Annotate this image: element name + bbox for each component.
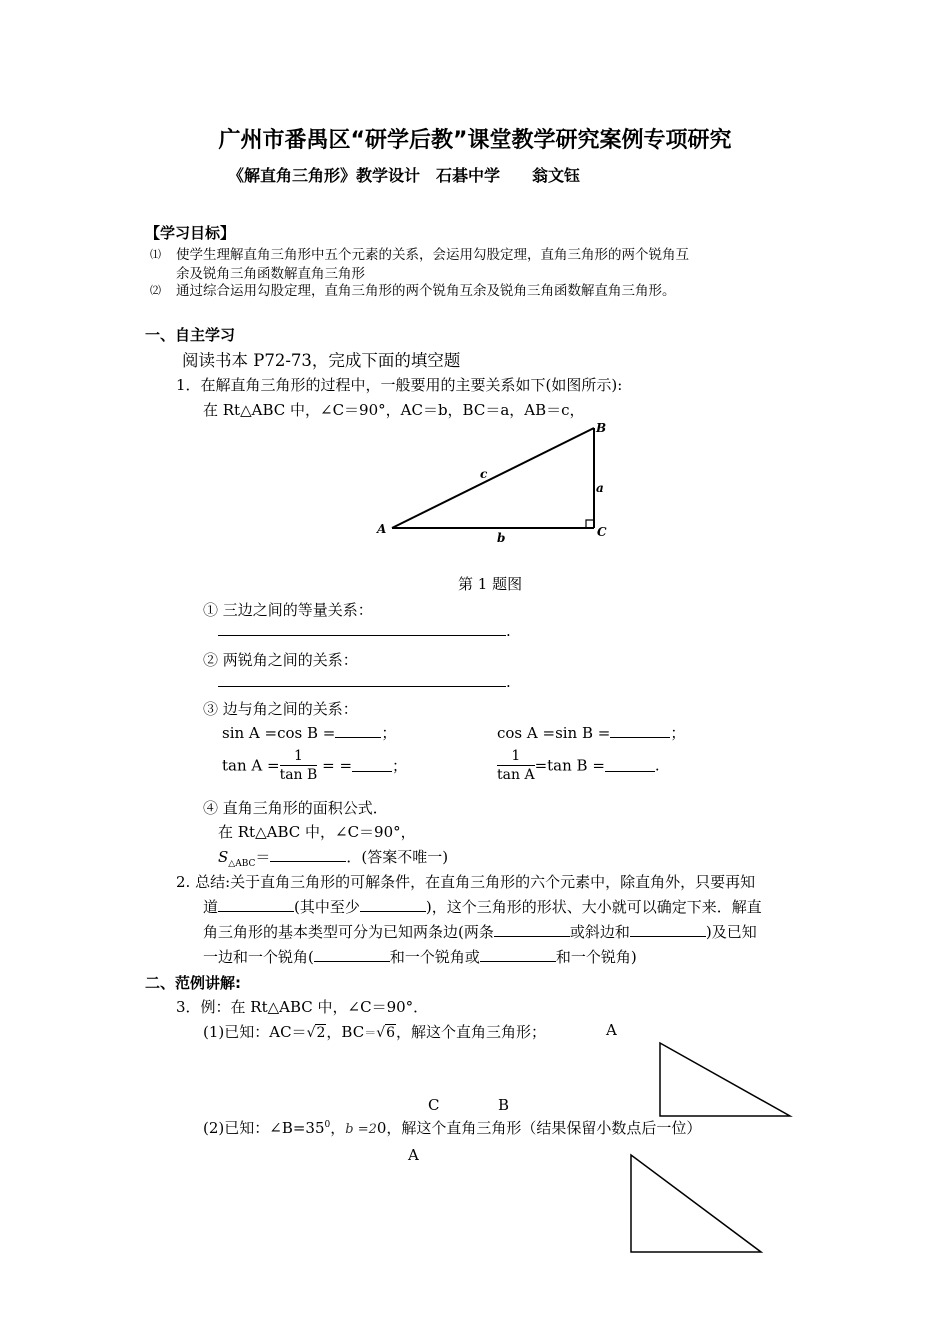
figure-1-caption: 第 1 题图 (458, 575, 523, 593)
area-equals: ＝ (255, 848, 271, 866)
q2-blank-2[interactable] (360, 899, 426, 912)
q2-line4-a: 一边和一个锐角( (203, 948, 314, 966)
q2-blank-1[interactable] (218, 899, 294, 912)
triangle-figure-2 (656, 1040, 796, 1120)
objective-1-number: ⑴ (150, 248, 161, 261)
fig1-vertex-a: A (606, 1021, 617, 1039)
q2-line2-b: (其中至少 (294, 898, 360, 916)
q2-line2-c: )，这个三角形的形状、大小就可以确定下来．解直 (425, 898, 762, 916)
tanA-blank[interactable] (352, 759, 392, 772)
p2-part-b: ， (330, 1119, 346, 1137)
p2-part-c: 0，解这个直角三角形（结果保留小数点后一位） (376, 1119, 702, 1137)
tanA-semicolon: ； (392, 757, 408, 775)
sqrt2-radicand: 2 (316, 1025, 326, 1041)
section2-heading: 二、范例讲解: (145, 974, 241, 992)
vertex-c-label: C (597, 525, 607, 539)
cosA-semicolon: ； (670, 724, 686, 742)
q2-number: 2. 总结: (176, 873, 231, 891)
relation-4-given: 在 Rt△ABC 中，∠C＝90°， (218, 823, 416, 841)
p1-equals: ＝ (364, 1026, 377, 1040)
relation-1-label: ① 三边之间的等量关系： (203, 601, 373, 619)
objective-1-line1: 使学生理解直角三角形中五个元素的关系，会运用勾股定理，直角三角形的两个锐角互 (176, 247, 689, 263)
p2-b-eq: b =2 (345, 1122, 377, 1137)
cosA-blank[interactable] (610, 725, 670, 738)
tanA-equals: = (322, 756, 335, 775)
q2-line4-b: 和一个锐角或 (389, 948, 480, 966)
q2-blank-3[interactable] (494, 924, 570, 937)
area-subscript: △ABC (228, 859, 256, 869)
objectives-heading: 【学习目标】 (145, 224, 236, 242)
side-c-line (392, 428, 594, 528)
side-b-label: b (497, 531, 506, 545)
fig2-vertex-a: A (408, 1146, 419, 1164)
tanB-frac-denominator: tan A (497, 767, 535, 783)
tanA-left: tan A = (222, 756, 280, 775)
relation-2-label: ② 两锐角之间的关系： (203, 651, 358, 669)
triangle-figure-3 (627, 1152, 767, 1257)
q2-line4-c: 和一个锐角) (555, 948, 637, 966)
q2-line2-a: 道 (203, 898, 219, 916)
cosA-formula: cos A =sin B = (497, 724, 611, 742)
section1-intro: 阅读书本 P72-73，完成下面的填空题 (182, 351, 461, 370)
q2-blank-5[interactable] (314, 949, 390, 962)
objective-1-line2: 余及锐角三角函数解直角三角形 (176, 266, 365, 282)
right-angle-mark (586, 520, 594, 528)
sqrt6-expression: √6 (376, 1025, 396, 1041)
q1-given: 在 Rt△ABC 中，∠C＝90°，AC＝b，BC＝a，AB＝c， (203, 401, 585, 419)
area-symbol: S (218, 848, 229, 866)
section1-heading: 一、自主学习 (145, 326, 236, 344)
tanB-blank[interactable] (605, 759, 655, 772)
q2-line3-b: 或斜边和 (569, 923, 630, 941)
objective-2-number: ⑵ (150, 284, 161, 297)
tanA-frac-denominator: tan B (279, 767, 318, 783)
area-note: ．(答案不唯一) (346, 848, 449, 866)
relation-3-label: ③ 边与角之间的关系： (203, 700, 358, 718)
relation-2-period: . (506, 673, 511, 691)
fig1-vertex-b: B (498, 1096, 510, 1114)
objective-2-text: 通过综合运用勾股定理，直角三角形的两个锐角互余及锐角三角函数解直角三角形。 (176, 283, 676, 299)
q1-number: 1． (176, 376, 201, 394)
vertex-b-label: B (596, 421, 607, 435)
q3-text: 3．例：在 Rt△ABC 中，∠C＝90°． (176, 998, 429, 1016)
sinA-formula: sin A =cos B = (222, 724, 336, 742)
fig1-vertex-c: C (428, 1096, 440, 1114)
sqrt2-expression: √2 (306, 1025, 326, 1041)
p1-part-a: (1)已知：AC＝ (203, 1023, 307, 1041)
q1-text: 在解直角三角形的过程中，一般要用的主要关系如下(如图所示): (200, 376, 623, 394)
p1-part-c: ，解这个直角三角形； (396, 1023, 547, 1041)
area-blank[interactable] (270, 849, 346, 862)
q2-line3-c: )及已知 (705, 923, 757, 941)
p2-degree: 0 (324, 1120, 331, 1130)
side-c-label: c (480, 467, 488, 481)
page-title: 广州市番禺区“研学后教”课堂教学研究案例专项研究 (218, 128, 732, 153)
page-subtitle: 《解直角三角形》教学设计 石碁中学 翁文钰 (228, 166, 581, 185)
q2-blank-6[interactable] (480, 949, 556, 962)
tanA-frac-numerator: 1 (280, 747, 318, 766)
relation-1-blank[interactable] (218, 623, 506, 636)
p1-part-b: ，BC (326, 1023, 365, 1041)
q2-line1: 关于直角三角形的可解条件，在直角三角形的六个元素中，除直角外，只要再知 (230, 873, 756, 891)
tanB-period: . (654, 756, 660, 775)
q2-blank-4[interactable] (630, 924, 706, 937)
sinA-blank[interactable] (335, 725, 381, 738)
p2-part-a: (2)已知：∠B=35 (203, 1119, 325, 1137)
vertex-a-label: A (377, 522, 387, 536)
tanB-frac-numerator: 1 (497, 747, 535, 766)
tanB-formula: =tan B = (534, 756, 605, 775)
sqrt6-radicand: 6 (386, 1025, 396, 1041)
relation-2-blank[interactable] (218, 674, 506, 687)
q2-line3-a: 角三角形的基本类型可分为已知两条边(两条 (203, 923, 494, 941)
side-a-label: a (596, 481, 604, 495)
relation-4-label: ④ 直角三角形的面积公式． (203, 799, 388, 817)
relation-1-period: . (506, 622, 511, 640)
triangle-figure-1 (370, 418, 620, 548)
sinA-semicolon: ； (381, 724, 397, 742)
